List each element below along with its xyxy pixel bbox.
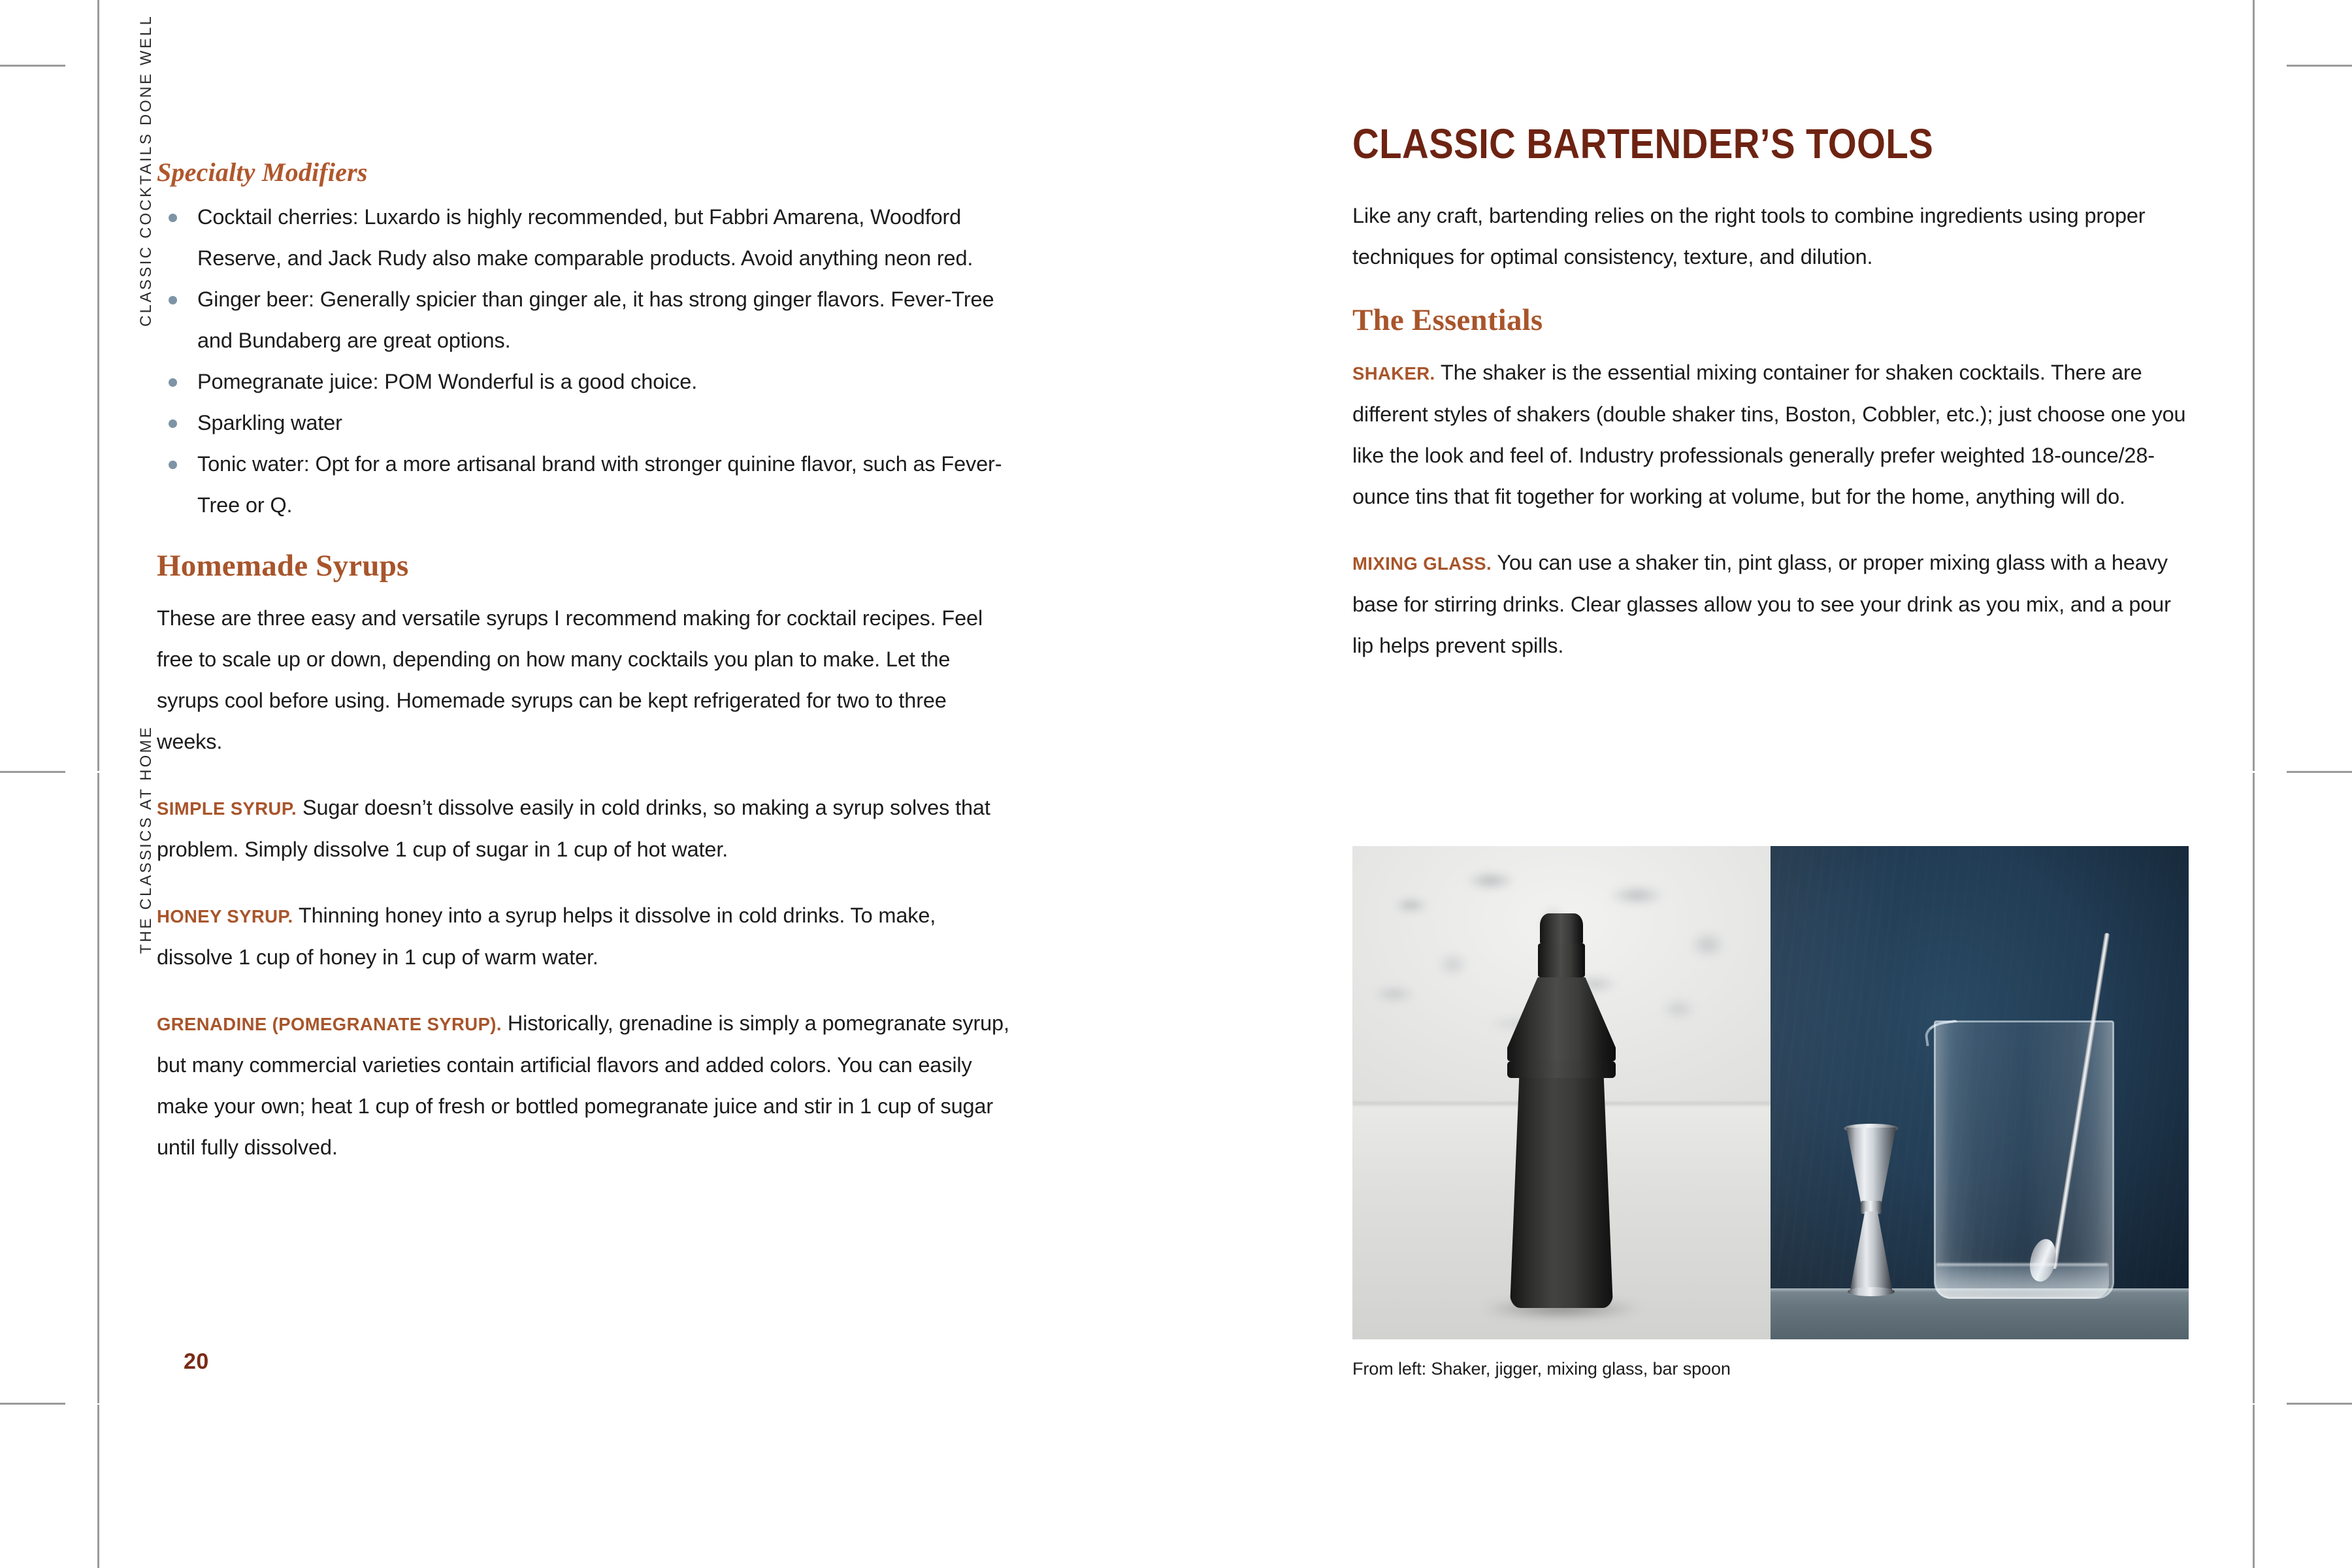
runin-text-honey-syrup: Thinning honey into a syrup helps it dissolve in cold drinks. To make, dissolve 1 cup of honey in 1 cup of warm water. [157,904,936,969]
syrup-entry-simple [157,787,1013,870]
mixing-glass-base-line [1936,1263,2108,1266]
runin-term-simple-syrup: SIMPLE SYRUP. [157,798,297,819]
essentials-heading: The Essentials [1352,303,1543,337]
jigger-rim-bottom [1848,1287,1895,1296]
tools-photograph [1352,846,2189,1339]
chapter-intro: Like any craft, bartending relies on the right tools to combine ingredients using proper techniques for optimal consistency, texture, and dilution. [1352,204,2146,269]
syrup-entry-grenadine [157,1003,1013,1168]
photo-diptych [1352,846,2189,1339]
list-item: Cocktail cherries: Luxardo is highly recommended, but Fabbri Amarena, Woodford Reserve, and Jack Rudy also make comparable products. Avoid anything neon red. [157,197,1013,279]
runin-text-grenadine: Historically, grenadine is simply a pomegranate syrup, but many commercial varieties contain artificial flavors and added colors. You can easily make your own; heat 1 cup of fresh or bottled pomegranate juice and stir in 1 cup of sugar until fully dissolved. [157,1011,1009,1159]
running-head-left-bottom: THE CLASSICS AT HOME [137,725,155,954]
specialty-modifiers-heading: Specialty Modifiers [157,157,368,187]
page-title: CLASSIC BARTENDER’S TOOLS [1352,120,1934,167]
runin-term-grenadine: GRENADINE (POMEGRANATE SYRUP). [157,1014,502,1034]
right-text-column [1352,121,2189,691]
shaker-collar [1507,1061,1616,1078]
runin-term-mixing-glass: MIXING GLASS. [1352,553,1492,574]
jigger-small-cone [1850,1211,1892,1290]
shaker-cap [1540,913,1583,943]
homemade-syrups-intro: These are three easy and versatile syrups I recommend making for cocktail recipes. Feel free to scale up or down, depending on how many cocktails you plan to make. Let the syrups cool before using. Homemade syrups can be kept refrigerated for two to three weeks. [157,606,983,753]
runin-term-honey-syrup: HONEY SYRUP. [157,906,293,926]
cobbler-shaker [1507,913,1616,1308]
photo-caption: From left: Shaker, jigger, mixing glass, bar spoon [1352,1359,1731,1379]
photo-pane-tools [1771,846,2189,1339]
shaker-neck [1538,943,1585,977]
list-item: Ginger beer: Generally spicier than ginger ale, it has strong ginger flavors. Fever-Tree and Bundaberg are great options. [157,279,1013,361]
shaker-body [1510,1078,1613,1308]
photo-pane-shaker [1352,846,1771,1339]
running-head-left-top: CLASSIC COCKTAILS DONE WELL [137,14,155,327]
runin-text-shaker: The shaker is the essential mixing container for shaken cocktails. There are different styles of shakers (double shaker tins, Boston, Cobbler, etc.); just choose one you like the look and feel of. Industry professionals generally prefer weighted 18-ounce/28-ounce tins that fit together for working at volume, but for the home, anything will do. [1352,361,2186,508]
runin-term-shaker: SHAKER. [1352,363,1435,384]
mixing-glass [1934,1021,2114,1299]
specialty-modifiers-list [157,197,1013,526]
list-item: Tonic water: Opt for a more artisanal brand with stronger quinine flavor, such as Fever-Tree or Q. [157,444,1013,526]
list-item: Pomegranate juice: POM Wonderful is a good choice. [157,361,1013,402]
essentials-entry-shaker [1352,352,2189,517]
crop-mark-top-right [2287,65,2352,67]
homemade-syrups-heading: Homemade Syrups [157,549,409,583]
left-text-column [157,157,1013,1193]
crop-mark-mid-right [2287,771,2352,773]
crop-mark-bottom-left [0,1403,65,1405]
shaker-shoulder [1507,977,1616,1061]
crop-mark-top-left [0,65,65,67]
crop-mark-mid-left [0,771,65,773]
runin-text-mixing-glass: You can use a shaker tin, pint glass, or proper mixing glass with a heavy base for stirring drinks. Clear glasses allow you to see your drink as you mix, and a pour lip helps prevent spills. [1352,551,2171,657]
crop-mark-bottom-right [2287,1403,2352,1405]
folio-left: 20 [184,1349,209,1374]
syrup-entry-honey [157,895,1013,978]
list-item: Sparkling water [157,402,1013,444]
essentials-entry-mixing-glass [1352,542,2189,666]
mixing-glass-heavy-base [1935,1264,2109,1299]
runin-text-simple-syrup: Sugar doesn’t dissolve easily in cold drinks, so making a syrup solves that problem. Simply dissolve 1 cup of sugar in 1 cup of hot water. [157,796,990,861]
jigger [1841,1128,1901,1296]
jigger-large-cone [1846,1128,1896,1205]
